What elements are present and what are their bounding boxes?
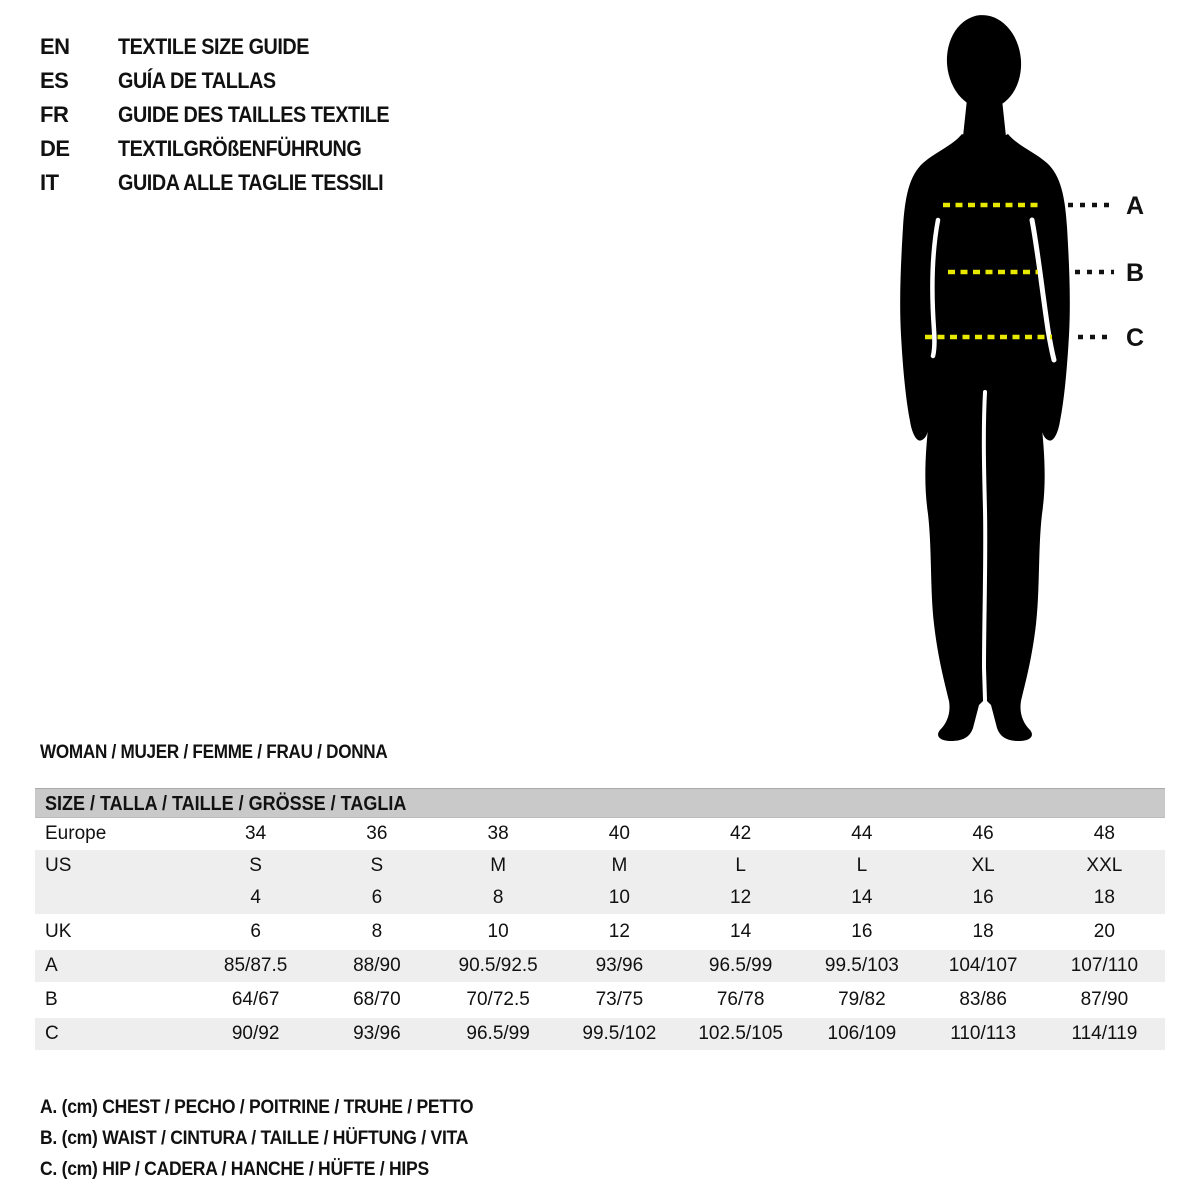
cell: 70/72.5 (466, 989, 530, 1010)
lang-title: GUIDA ALLE TAGLIE TESSILI (118, 170, 384, 195)
cell: 46 (972, 823, 994, 844)
leg-gap (984, 392, 985, 700)
cell: 90/92 (231, 1023, 280, 1044)
lang-row-es (40, 64, 419, 98)
cell: 87/90 (1080, 989, 1129, 1010)
cell: 12 (730, 887, 752, 908)
table-header (35, 788, 1165, 818)
cell: L (856, 855, 868, 876)
language-list (40, 30, 419, 200)
cell: 8 (371, 921, 383, 942)
table-row-us-numeric (35, 882, 1165, 914)
waist-label: B (1126, 259, 1145, 287)
cell: 20 (1093, 921, 1115, 942)
chest-label: A (1126, 192, 1145, 220)
table-row-uk (35, 916, 1165, 948)
cell: 16 (851, 921, 873, 942)
cell: 110/113 (950, 1023, 1017, 1044)
cell: 42 (730, 823, 752, 844)
row-label: A (45, 955, 58, 976)
lang-title: GUIDE DES TAILLES TEXTILE (118, 102, 390, 127)
cell: 6 (371, 887, 383, 908)
cell: 107/110 (1070, 955, 1139, 976)
cell: 85/87.5 (223, 955, 288, 976)
lang-row-it (40, 166, 419, 200)
gender-line (40, 742, 426, 764)
cell: 83/86 (959, 989, 1007, 1010)
cell: L (735, 855, 746, 876)
cell: 36 (366, 823, 388, 844)
row-label: B (45, 989, 58, 1010)
cell: 38 (487, 823, 509, 844)
table-header-text: SIZE / TALLA / TAILLE / GRÖSSE / TAGLIA (45, 793, 407, 815)
cell: 99.5/102 (582, 1023, 657, 1044)
cell: 102.5/105 (698, 1023, 783, 1044)
cell: 79/82 (838, 989, 886, 1010)
lang-title: TEXTILE SIZE GUIDE (118, 34, 310, 59)
row-label: UK (45, 921, 72, 942)
cell: 73/75 (595, 989, 644, 1010)
lang-code: ES (40, 68, 69, 93)
cell: 18 (972, 921, 994, 942)
cell: 93/96 (353, 1023, 401, 1044)
cell: 10 (487, 921, 509, 942)
cell: 90.5/92.5 (458, 955, 538, 976)
lang-row-en (40, 30, 419, 64)
cell: 96.5/99 (708, 955, 773, 976)
legend-hip (40, 1154, 521, 1185)
cell: 34 (245, 823, 267, 844)
lang-title: GUÍA DE TALLAS (118, 68, 276, 93)
table-row-europe (35, 818, 1165, 850)
cell: 64/67 (231, 989, 280, 1010)
cell: 44 (851, 823, 873, 844)
table-row-us (35, 850, 1165, 882)
cell: 8 (492, 887, 504, 908)
lang-code: IT (40, 170, 59, 195)
cell: 76/78 (716, 989, 765, 1010)
legend-chest (40, 1092, 521, 1123)
cell: 4 (250, 887, 261, 908)
lang-code: DE (40, 136, 70, 161)
cell: 10 (608, 887, 630, 908)
legend-waist-text: B. (cm) WAIST / CINTURA / TAILLE / HÜFTUNG / VITA (40, 1127, 469, 1149)
table-row-hip (35, 1018, 1165, 1050)
cell: S (249, 855, 262, 876)
cell: 40 (608, 823, 630, 844)
lang-row-fr (40, 98, 419, 132)
cell: 88/90 (353, 955, 401, 976)
cell: 14 (730, 921, 752, 942)
lang-code: FR (40, 102, 69, 127)
cell: 48 (1093, 823, 1115, 844)
measurement-legend (40, 1092, 521, 1185)
row-label: US (45, 855, 72, 876)
cell: 6 (250, 921, 261, 942)
cell: 12 (608, 921, 630, 942)
cell: 14 (851, 887, 873, 908)
cell: M (490, 855, 507, 876)
table-row-waist (35, 984, 1165, 1016)
cell: 114/119 (1071, 1023, 1138, 1044)
cell: XXL (1086, 855, 1123, 876)
row-label: C (45, 1023, 59, 1044)
cell: 104/107 (948, 955, 1018, 976)
row-label: Europe (45, 823, 107, 844)
cell: M (611, 855, 628, 876)
size-table (35, 788, 1165, 1050)
lang-code: EN (40, 34, 70, 59)
legend-waist (40, 1123, 521, 1154)
table-row-chest (35, 950, 1165, 982)
figure-area (860, 0, 1200, 760)
cell: XL (971, 855, 995, 876)
gender-line-text: WOMAN / MUJER / FEMME / FRAU / DONNA (40, 742, 388, 763)
row-label (35, 882, 195, 914)
cell: 16 (972, 887, 994, 908)
cell: 18 (1093, 887, 1115, 908)
cell: 99.5/103 (824, 955, 899, 976)
woman-silhouette-figure (860, 0, 1200, 760)
lang-row-de (40, 132, 419, 166)
legend-hip-text: C. (cm) HIP / CADERA / HANCHE / HÜFTE / HIPS (40, 1158, 429, 1180)
cell: 68/70 (353, 989, 401, 1010)
lang-title: TEXTILGRÖßENFÜHRUNG (118, 136, 362, 161)
legend-chest-text: A. (cm) CHEST / PECHO / POITRINE / TRUHE / PETTO (40, 1096, 474, 1118)
cell: 106/109 (827, 1023, 897, 1044)
cell: 96.5/99 (466, 1023, 530, 1044)
hip-label: C (1126, 324, 1145, 352)
cell: S (370, 855, 384, 876)
cell: 93/96 (595, 955, 644, 976)
